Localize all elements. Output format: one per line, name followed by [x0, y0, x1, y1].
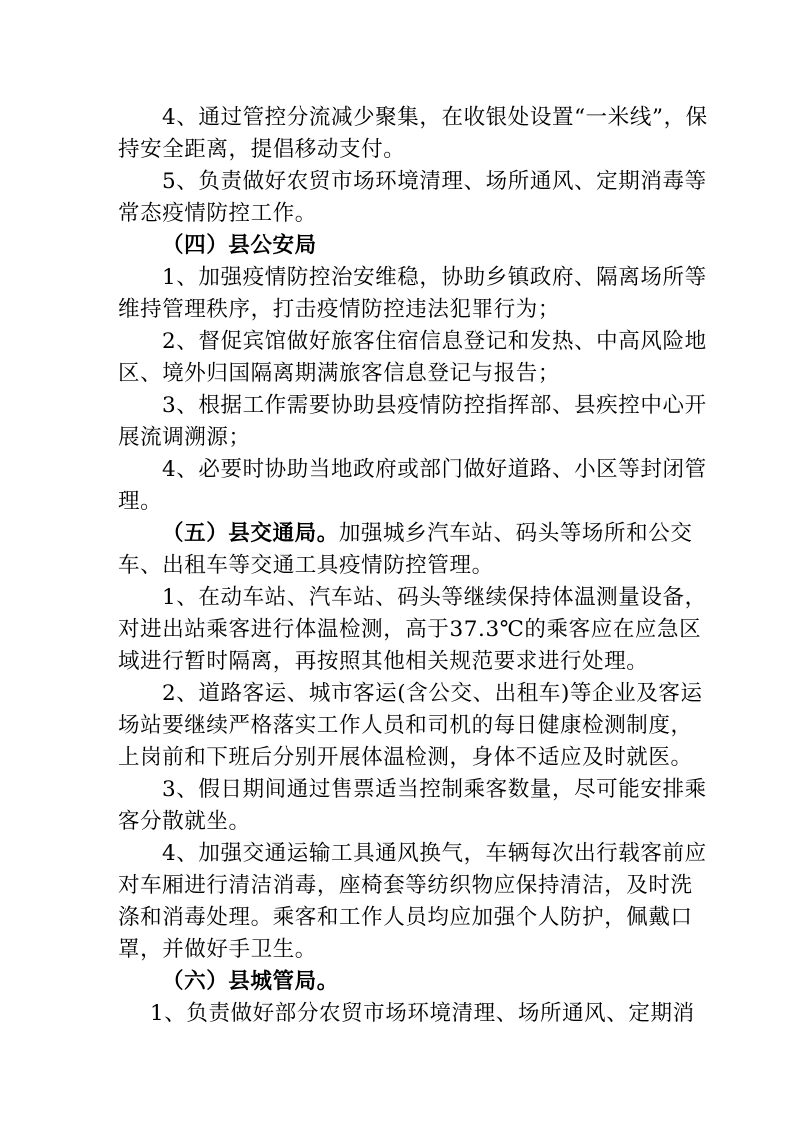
section-heading: （五）县交通局。 — [162, 521, 339, 546]
paragraph-line: 维持管理秩序，打击疫情防控违法犯罪行为； — [118, 297, 561, 322]
paragraph-line: 2、道路客运、城市客运(含公交、出租车)等企业及客运 — [162, 681, 703, 706]
paragraph-line: 域进行暂时隔离，再按照其他相关规范要求进行处理。 — [118, 649, 649, 674]
paragraph-line: 罩，并做好手卫生。 — [118, 937, 317, 962]
paragraph-line: 5、负责做好农贸市场环境清理、场所通风、定期消毒等 — [162, 169, 707, 194]
section-heading-body: 加强城乡汽车站、码头等场所和公交 — [338, 521, 693, 546]
paragraph-line: 3、根据工作需要协助县疫情防控指挥部、县疾控中心开 — [162, 393, 707, 418]
paragraph-line: 区、境外归国隔离期满旅客信息登记与报告； — [118, 361, 561, 386]
paragraph-line: 理。 — [118, 489, 163, 514]
paragraph-line: 对进出站乘客进行体温检测，高于37.3℃的乘客应在应急区 — [118, 617, 702, 642]
paragraph-line: 1、在动车站、汽车站、码头等继续保持体温测量设备， — [162, 585, 707, 610]
paragraph-line: 涤和消毒处理。乘客和工作人员均应加强个人防护，佩戴口 — [118, 905, 693, 930]
paragraph-line: 常态疫情防控工作。 — [118, 201, 317, 226]
paragraph-line: 4、加强交通运输工具通风换气，车辆每次出行载客前应 — [162, 841, 707, 866]
paragraph-line: 1、加强疫情防控治安维稳，协助乡镇政府、隔离场所等 — [162, 265, 707, 290]
paragraph-line: 车、出租车等交通工具疫情防控管理。 — [118, 553, 494, 578]
section-heading: （六）县城管局。 — [162, 969, 339, 994]
paragraph-line: 持安全距离，提倡移动支付。 — [118, 137, 406, 162]
paragraph-line: 客分散就坐。 — [118, 809, 251, 834]
paragraph-line: 场站要继续严格落实工作人员和司机的每日健康检测制度， — [118, 713, 693, 738]
paragraph-line: 1、负责做好部分农贸市场环境清理、场所通风、定期消 — [150, 1001, 695, 1026]
paragraph-line: 3、假日期间通过售票适当控制乘客数量，尽可能安排乘 — [162, 777, 707, 802]
section-heading-line — [162, 518, 692, 550]
paragraph-line: 上岗前和下班后分别开展体温检测，身体不适应及时就医。 — [118, 745, 693, 770]
paragraph-line: 2、督促宾馆做好旅客住宿信息登记和发热、中高风险地 — [162, 329, 707, 354]
paragraph-line: 4、必要时协助当地政府或部门做好道路、小区等封闭管 — [162, 457, 707, 482]
paragraph-line: 4、通过管控分流减少聚集，在收银处设置“一米线”，保 — [162, 105, 708, 130]
paragraph-line: 展流调溯源； — [118, 425, 251, 450]
paragraph-line: 对车厢进行清洁消毒，座椅套等纺织物应保持清洁，及时洗 — [118, 873, 693, 898]
section-heading: （四）县公安局 — [162, 233, 317, 258]
